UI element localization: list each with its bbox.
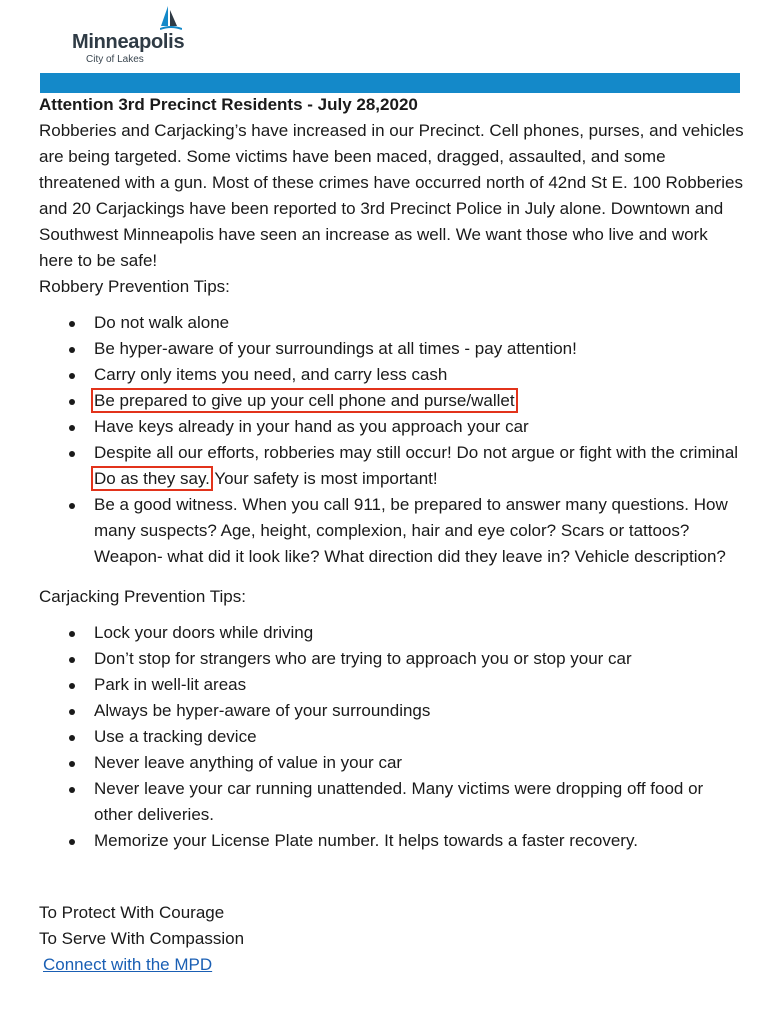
tip-text: Memorize your License Plate number. It helps towards a faster recovery. — [94, 831, 638, 850]
list-item — [94, 672, 744, 698]
list-item — [94, 440, 744, 492]
tip-text: Park in well-lit areas — [94, 675, 247, 694]
list-item — [94, 336, 744, 362]
tip-text: Carry only items you need, and carry less cash — [94, 365, 448, 384]
connect-mpd-link[interactable]: Connect with the MPD — [43, 955, 213, 974]
list-item — [94, 646, 744, 672]
list-item — [94, 828, 744, 854]
tip-text: Have keys already in your hand as you approach your car — [94, 417, 529, 436]
motto-line-2: To Serve With Compassion — [39, 929, 245, 948]
tip-text: Be a good witness. When you call 911, be prepared to answer many questions. How many suspects? Age, height, complexion, hair and eye color? Scars or tattoos? Weapon- what did it look like? What direction did they leave in? Vehicle description? — [94, 495, 728, 566]
headline-text: Attention 3rd Precinct Residents - July 28,2020 — [39, 95, 418, 114]
list-item — [94, 310, 744, 336]
tip-text: Always be hyper-aware of your surroundings — [94, 701, 431, 720]
tip-text: Don’t stop for strangers who are trying to approach you or stop your car — [94, 649, 632, 668]
list-item — [94, 414, 744, 440]
list-item — [94, 492, 744, 570]
tip-text: Be hyper-aware of your surroundings at all times - pay attention! — [94, 339, 577, 358]
robbery-heading: Robbery Prevention Tips: — [39, 277, 230, 296]
sailboat-icon — [160, 4, 182, 34]
list-item — [94, 388, 744, 414]
notice-body — [39, 92, 744, 978]
logo-name: Minneapolis — [72, 31, 185, 53]
logo-tagline: City of Lakes — [86, 54, 144, 65]
carjacking-tips-list — [39, 620, 744, 854]
notice-headline — [39, 92, 744, 118]
tip-text: Despite all our efforts, robberies may still occur! Do not argue or fight with the criminal — [94, 443, 739, 462]
highlighted-phrase: Do as they say. — [94, 469, 210, 488]
intro-paragraph: Robberies and Carjacking’s have increased in our Precinct. Cell phones, purses, and vehicles are being targeted. Some victims have been maced, dragged, assaulted, and some threatened with a gun. Most of these crimes have occurred north of 42nd St E. 100 Robberies and 20 Carjackings have been reported to 3rd Precinct Police in July alone. Downtown and Southwest Minneapolis have seen an increase as well. We want those who live and work here to be safe! — [39, 121, 744, 270]
carjacking-heading: Carjacking Prevention Tips: — [39, 587, 246, 606]
tip-text: Your safety is most important! — [209, 469, 438, 488]
header-banner — [40, 73, 740, 93]
list-item — [94, 776, 744, 828]
tip-text: Never leave anything of value in your car — [94, 753, 403, 772]
link-row — [39, 952, 744, 978]
tip-text: Never leave your car running unattended. Many victims were dropping off food or other deliveries. — [94, 779, 704, 824]
list-item — [94, 724, 744, 750]
list-item — [94, 620, 744, 646]
tip-text: Do not walk alone — [94, 313, 230, 332]
motto-line-1: To Protect With Courage — [39, 903, 225, 922]
robbery-tips-list — [39, 310, 744, 570]
tip-text: Lock your doors while driving — [94, 623, 314, 642]
minneapolis-logo — [72, 4, 192, 68]
list-item — [94, 698, 744, 724]
highlighted-tip-text: Be prepared to give up your cell phone and purse/wallet — [94, 391, 515, 410]
list-item — [94, 362, 744, 388]
list-item — [94, 750, 744, 776]
tip-text: Use a tracking device — [94, 727, 257, 746]
